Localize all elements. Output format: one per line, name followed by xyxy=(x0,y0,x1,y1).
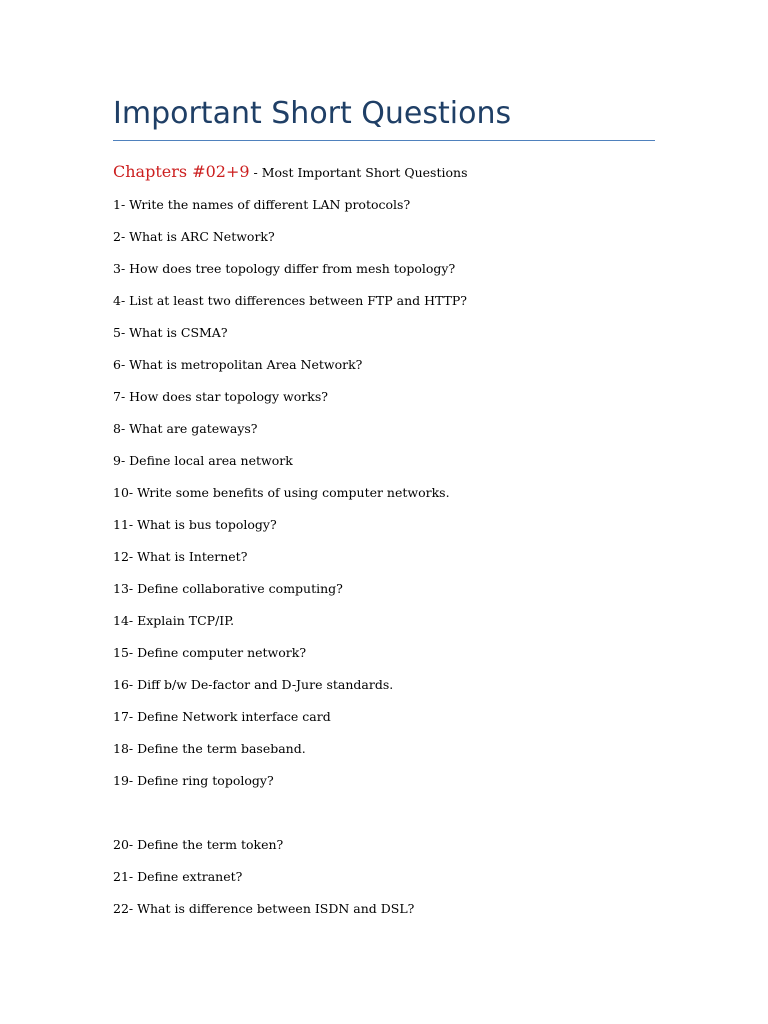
question-item: 12- What is Internet? xyxy=(113,549,248,564)
subtitle-chapters: Chapters #02+9 xyxy=(113,162,250,181)
question-item: 1- Write the names of different LAN protocols? xyxy=(113,197,411,212)
question-item: 16- Diff b/w De-factor and D-Jure standards. xyxy=(113,677,394,692)
question-item: 19- Define ring topology? xyxy=(113,773,274,788)
subtitle xyxy=(113,160,468,185)
question-item: 6- What is metropolitan Area Network? xyxy=(113,357,363,372)
page-title: Important Short Questions xyxy=(113,96,512,131)
question-item: 21- Define extranet? xyxy=(113,869,243,884)
question-item: 3- How does tree topology differ from mesh topology? xyxy=(113,261,456,276)
question-item: 7- How does star topology works? xyxy=(113,389,328,404)
question-item: 10- Write some benefits of using computer networks. xyxy=(113,485,450,500)
question-item: 8- What are gateways? xyxy=(113,421,258,436)
question-item: 5- What is CSMA? xyxy=(113,325,228,340)
questions-list xyxy=(113,195,467,931)
question-item: 22- What is difference between ISDN and DSL? xyxy=(113,901,415,916)
title-underline xyxy=(113,140,655,141)
question-item: 2- What is ARC Network? xyxy=(113,229,275,244)
subtitle-description: - Most Important Short Questions xyxy=(249,165,468,180)
question-item: 18- Define the term baseband. xyxy=(113,741,306,756)
question-item: 11- What is bus topology? xyxy=(113,517,277,532)
question-item: 20- Define the term token? xyxy=(113,837,284,852)
question-item: 4- List at least two differences between FTP and HTTP? xyxy=(113,293,468,308)
question-item: 17- Define Network interface card xyxy=(113,709,331,724)
question-item: 9- Define local area network xyxy=(113,453,293,468)
question-item: 15- Define computer network? xyxy=(113,645,307,660)
question-item: 14- Explain TCP/IP. xyxy=(113,613,235,628)
question-item: 13- Define collaborative computing? xyxy=(113,581,343,596)
